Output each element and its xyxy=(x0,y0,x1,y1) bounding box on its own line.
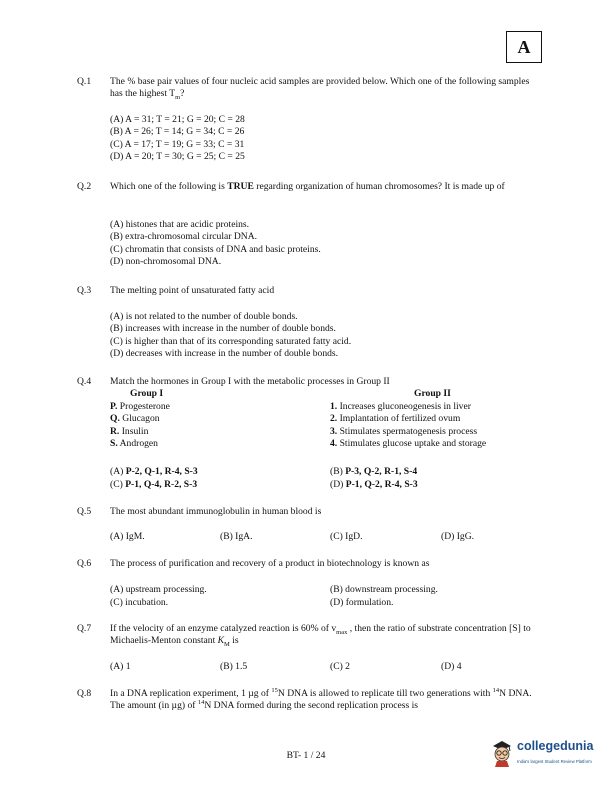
q2-option-c: (C) chromatin that consists of DNA and basic proteins. xyxy=(110,243,321,255)
q5-text: The most abundant immunoglobulin in human blood is xyxy=(110,506,322,517)
q4-option-d: (D) P-1, Q-2, R-4, S-3 xyxy=(330,479,418,490)
q3-number: Q.3 xyxy=(77,285,92,296)
q3-option-d: (D) decreases with increase in the number of double bonds. xyxy=(110,348,339,360)
q3-option-c: (C) is higher than that of its corresponding saturated fatty acid. xyxy=(110,335,352,347)
q3-option-a: (A) is not related to the number of double bonds. xyxy=(110,311,298,322)
q2-option-a: (A) histones that are acidic proteins. xyxy=(110,219,250,230)
q4-group1-item: Q. Glucagon xyxy=(110,413,160,425)
q8-text: In a DNA replication experiment, 1 µg of $^{15}$N DNA is allowed to replicate till two generations with $^{14}$N DNA. The amount (in µg) of $^{14}$N DNA formed during the second replication process is xyxy=(110,686,532,712)
q6-option-c: (C) incubation. xyxy=(110,597,169,608)
q5-option-c: (C) IgD. xyxy=(330,531,363,542)
q5-option-b: (B) IgA. xyxy=(220,531,253,542)
q4-group1-list xyxy=(110,401,170,451)
q1-option-d: (D) A = 20; T = 30; G = 25; C = 25 xyxy=(110,151,245,163)
q7-option-d: (D) 4 xyxy=(441,661,462,672)
mascot-logo-icon xyxy=(489,738,515,768)
q4-group2-header: Group II xyxy=(414,388,451,399)
q4-option-b: (B) P-3, Q-2, R-1, S-4 xyxy=(330,466,418,477)
q7-number: Q.7 xyxy=(77,623,92,634)
q3-options xyxy=(110,311,351,361)
q4-number: Q.4 xyxy=(77,376,92,387)
q2-number: Q.2 xyxy=(77,181,92,192)
q7-text: If the velocity of an enzyme catalyzed reaction is 60% of $v_{max}$ , then the ratio of substrate concentration [S] to Michaelis-Menton constant $K_M$ is xyxy=(110,623,531,649)
q4-group2-item: 4. Stimulates glucose uptake and storage xyxy=(330,438,487,450)
q4-text: Match the hormones in Group I with the metabolic processes in Group II xyxy=(110,376,390,387)
q4-group2-item: 1. Increases gluconeogenesis in liver xyxy=(330,401,471,412)
q5-number: Q.5 xyxy=(77,506,92,517)
q7-option-a: (A) 1 xyxy=(110,661,131,672)
q1-number: Q.1 xyxy=(77,76,92,87)
q4-group1-item: P. Progesterone xyxy=(110,401,170,412)
q1-options xyxy=(110,114,245,164)
q6-option-b: (B) downstream processing. xyxy=(330,584,438,595)
q2-option-d: (D) non-chromosomal DNA. xyxy=(110,256,222,268)
q3-text: The melting point of unsaturated fatty acid xyxy=(110,285,275,296)
q7-option-b: (B) 1.5 xyxy=(220,661,248,672)
q6-option-a: (A) upstream processing. xyxy=(110,584,207,595)
q8-number: Q.8 xyxy=(77,688,92,699)
q7-option-c: (C) 2 xyxy=(330,661,350,672)
q4-group2-list xyxy=(330,401,486,451)
q4-option-a: (A) P-2, Q-1, R-4, S-3 xyxy=(110,466,198,477)
q6-number: Q.6 xyxy=(77,558,92,569)
q1-text: The % base pair values of four nucleic acid samples are provided below. Which one of the following samples has the highest $T_m$? xyxy=(110,76,530,102)
q6-text: The process of purification and recovery of a product in biotechnology is known as xyxy=(110,558,430,569)
q2-option-b: (B) extra-chromosomal circular DNA. xyxy=(110,231,258,243)
set-label-box: A xyxy=(506,31,542,63)
q4-group2-item: 2. Implantation of fertilized ovum xyxy=(330,413,461,425)
q6-option-d: (D) formulation. xyxy=(330,597,394,608)
q5-option-d: (D) IgG. xyxy=(441,531,475,542)
q1-option-a: (A) A = 31; T = 21; G = 20; C = 28 xyxy=(110,114,245,125)
q3-option-b: (B) increases with increase in the number of double bonds. xyxy=(110,323,336,335)
q5-option-a: (A) IgM. xyxy=(110,531,145,542)
brand-tagline: India's largest Student Review Platform xyxy=(517,759,592,764)
page-number: BT- 1 / 24 xyxy=(286,750,326,761)
q4-group2-item: 3. Stimulates spermatogenesis process xyxy=(330,425,478,437)
brand-name: collegedunia xyxy=(517,739,594,753)
q2-text: Which one of the following is TRUE regarding organization of human chromosomes? It is made up of xyxy=(110,181,505,192)
q1-option-b: (B) A = 26; T = 14; G = 34; C = 26 xyxy=(110,126,245,138)
q4-group1-item: R. Insulin xyxy=(110,425,149,437)
q2-options xyxy=(110,219,321,269)
q4-option-c: (C) P-1, Q-4, R-2, S-3 xyxy=(110,479,198,490)
q4-group1-item: S. Androgen xyxy=(110,438,158,450)
q1-option-c: (C) A = 17; T = 19; G = 33; C = 31 xyxy=(110,138,245,150)
q4-group1-header: Group I xyxy=(130,388,164,399)
